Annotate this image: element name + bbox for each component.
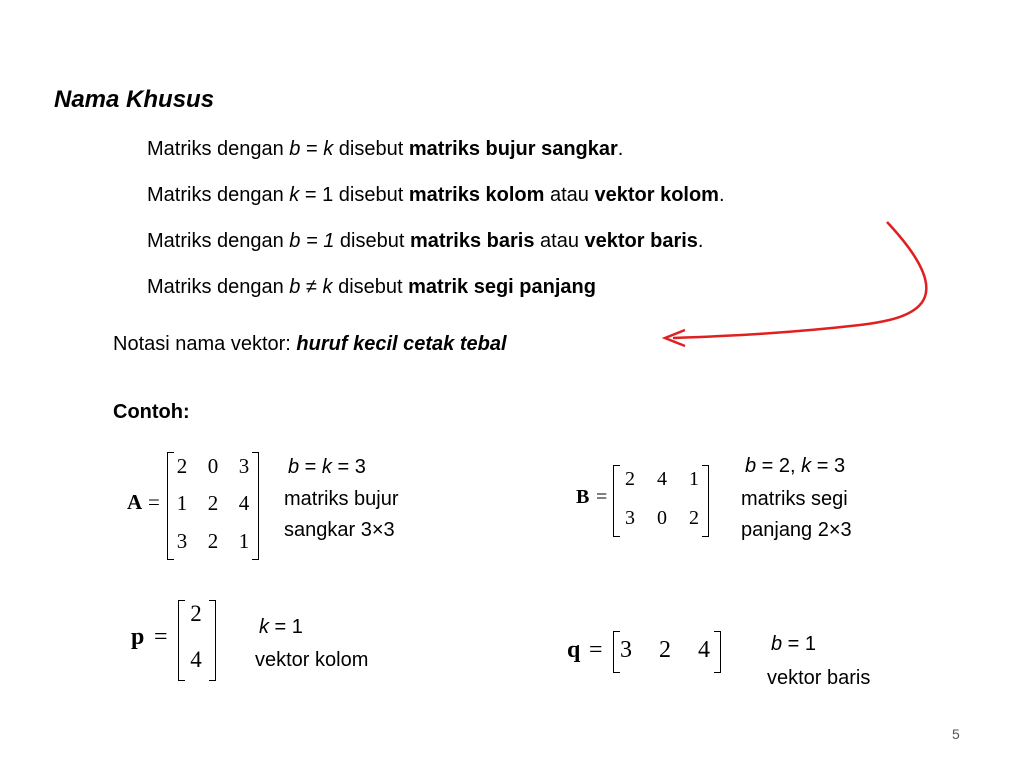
def-prefix: Matriks dengan: [147, 138, 290, 160]
vector-p-desc: vektor kolom: [255, 649, 369, 671]
matrix-a-desc-2: sangkar 3×3: [284, 519, 395, 541]
matrix-cell: 2: [207, 529, 219, 553]
matrix-cell: 3: [625, 507, 635, 529]
def-var: k: [322, 276, 333, 298]
matrix-cell: 4: [238, 491, 250, 515]
equals-sign: =: [589, 637, 603, 663]
vector-cell: 2: [659, 637, 671, 663]
def-term: vektor baris: [584, 230, 698, 252]
matrix-b: [575, 460, 715, 540]
def-var: k: [289, 184, 300, 206]
matrix-cell: 1: [238, 529, 250, 553]
matrix-a-desc-1: matriks bujur: [284, 488, 399, 510]
def-end: .: [617, 138, 624, 160]
def-end: .: [718, 184, 725, 206]
vector-cell: 2: [190, 601, 202, 626]
right-bracket: [714, 631, 721, 673]
page-number: 5: [952, 726, 960, 742]
def-term: matriks baris: [409, 230, 535, 252]
matrix-cell: 1: [176, 491, 188, 515]
equals-sign: =: [154, 624, 168, 650]
def-term: matrik segi panjang: [408, 276, 596, 298]
vector-name: q: [567, 637, 581, 663]
notation-label: Notasi nama vektor:: [113, 333, 297, 355]
vector-p: [130, 597, 225, 682]
def-join: atau: [544, 184, 595, 206]
vector-cell: 4: [190, 647, 202, 672]
def-prefix: Matriks dengan: [147, 184, 290, 206]
matrix-b-desc-1: matriks segi: [741, 488, 848, 510]
def-mid: disebut: [333, 138, 409, 160]
vector-p-condition: [259, 612, 303, 643]
def-var: b: [289, 276, 301, 298]
matrix-cell: 0: [207, 454, 219, 478]
def-term: matriks bujur sangkar: [408, 138, 618, 160]
def-var: k: [323, 138, 334, 160]
vector-cell: 4: [698, 637, 710, 663]
cond-var: b: [745, 455, 757, 477]
cond-value: = 1: [269, 616, 303, 638]
cond-value: = 3: [811, 455, 846, 477]
matrix-cell: 2: [207, 491, 219, 515]
cond-value: = 1: [782, 633, 817, 655]
cond-var: k: [321, 456, 332, 478]
def-prefix: Matriks dengan: [147, 276, 290, 298]
cond-op: = 2,: [756, 455, 802, 477]
matrix-cell: 3: [238, 454, 250, 478]
def-mid: disebut: [334, 230, 410, 252]
def-term: vektor kolom: [594, 184, 719, 206]
matrix-cell: 0: [657, 507, 667, 529]
matrix-b-condition: [745, 451, 845, 482]
def-op: =: [300, 138, 324, 160]
vector-q: [566, 628, 731, 678]
cond-var: b: [771, 633, 783, 655]
equals-sign: =: [148, 490, 160, 514]
def-op: ≠: [300, 276, 323, 298]
matrix-cell: 3: [176, 529, 188, 553]
vector-q-desc: vektor baris: [767, 667, 871, 689]
matrix-cell: 4: [657, 468, 667, 490]
matrix-cell: 2: [689, 507, 699, 529]
def-mid: disebut: [333, 184, 409, 206]
cond-op: =: [299, 456, 322, 478]
cond-var: b: [288, 456, 300, 478]
right-bracket: [209, 600, 216, 681]
vector-q-condition: [771, 629, 816, 660]
cond-value: = 3: [331, 456, 366, 478]
matrix-cell: 2: [625, 468, 635, 490]
cond-var: k: [801, 455, 812, 477]
def-var: b: [289, 230, 301, 252]
matrix-cell: 1: [689, 468, 699, 490]
vector-name: p: [131, 624, 145, 650]
cond-var: k: [259, 616, 269, 638]
def-end: .: [697, 230, 704, 252]
def-mid: disebut: [332, 276, 409, 298]
example-heading: Contoh:: [113, 401, 190, 423]
left-bracket: [613, 465, 620, 537]
notation-value: huruf kecil cetak tebal: [296, 333, 507, 355]
def-op: = 1: [300, 230, 335, 252]
matrix-a-condition: [288, 452, 366, 483]
matrix-name: B: [576, 486, 590, 508]
def-op: = 1: [299, 184, 334, 206]
matrix-cell: 2: [176, 454, 188, 478]
matrix-name: A: [127, 490, 143, 514]
section-heading: Nama Khusus: [54, 86, 215, 113]
def-join: atau: [534, 230, 585, 252]
def-prefix: Matriks dengan: [147, 230, 290, 252]
matrix-a: [125, 445, 275, 565]
def-term: matriks kolom: [408, 184, 545, 206]
equals-sign: =: [596, 486, 608, 508]
def-var: b: [289, 138, 301, 160]
left-bracket: [178, 600, 185, 681]
vector-cell: 3: [620, 637, 632, 663]
matrix-b-desc-2: panjang 2×3: [741, 519, 852, 541]
